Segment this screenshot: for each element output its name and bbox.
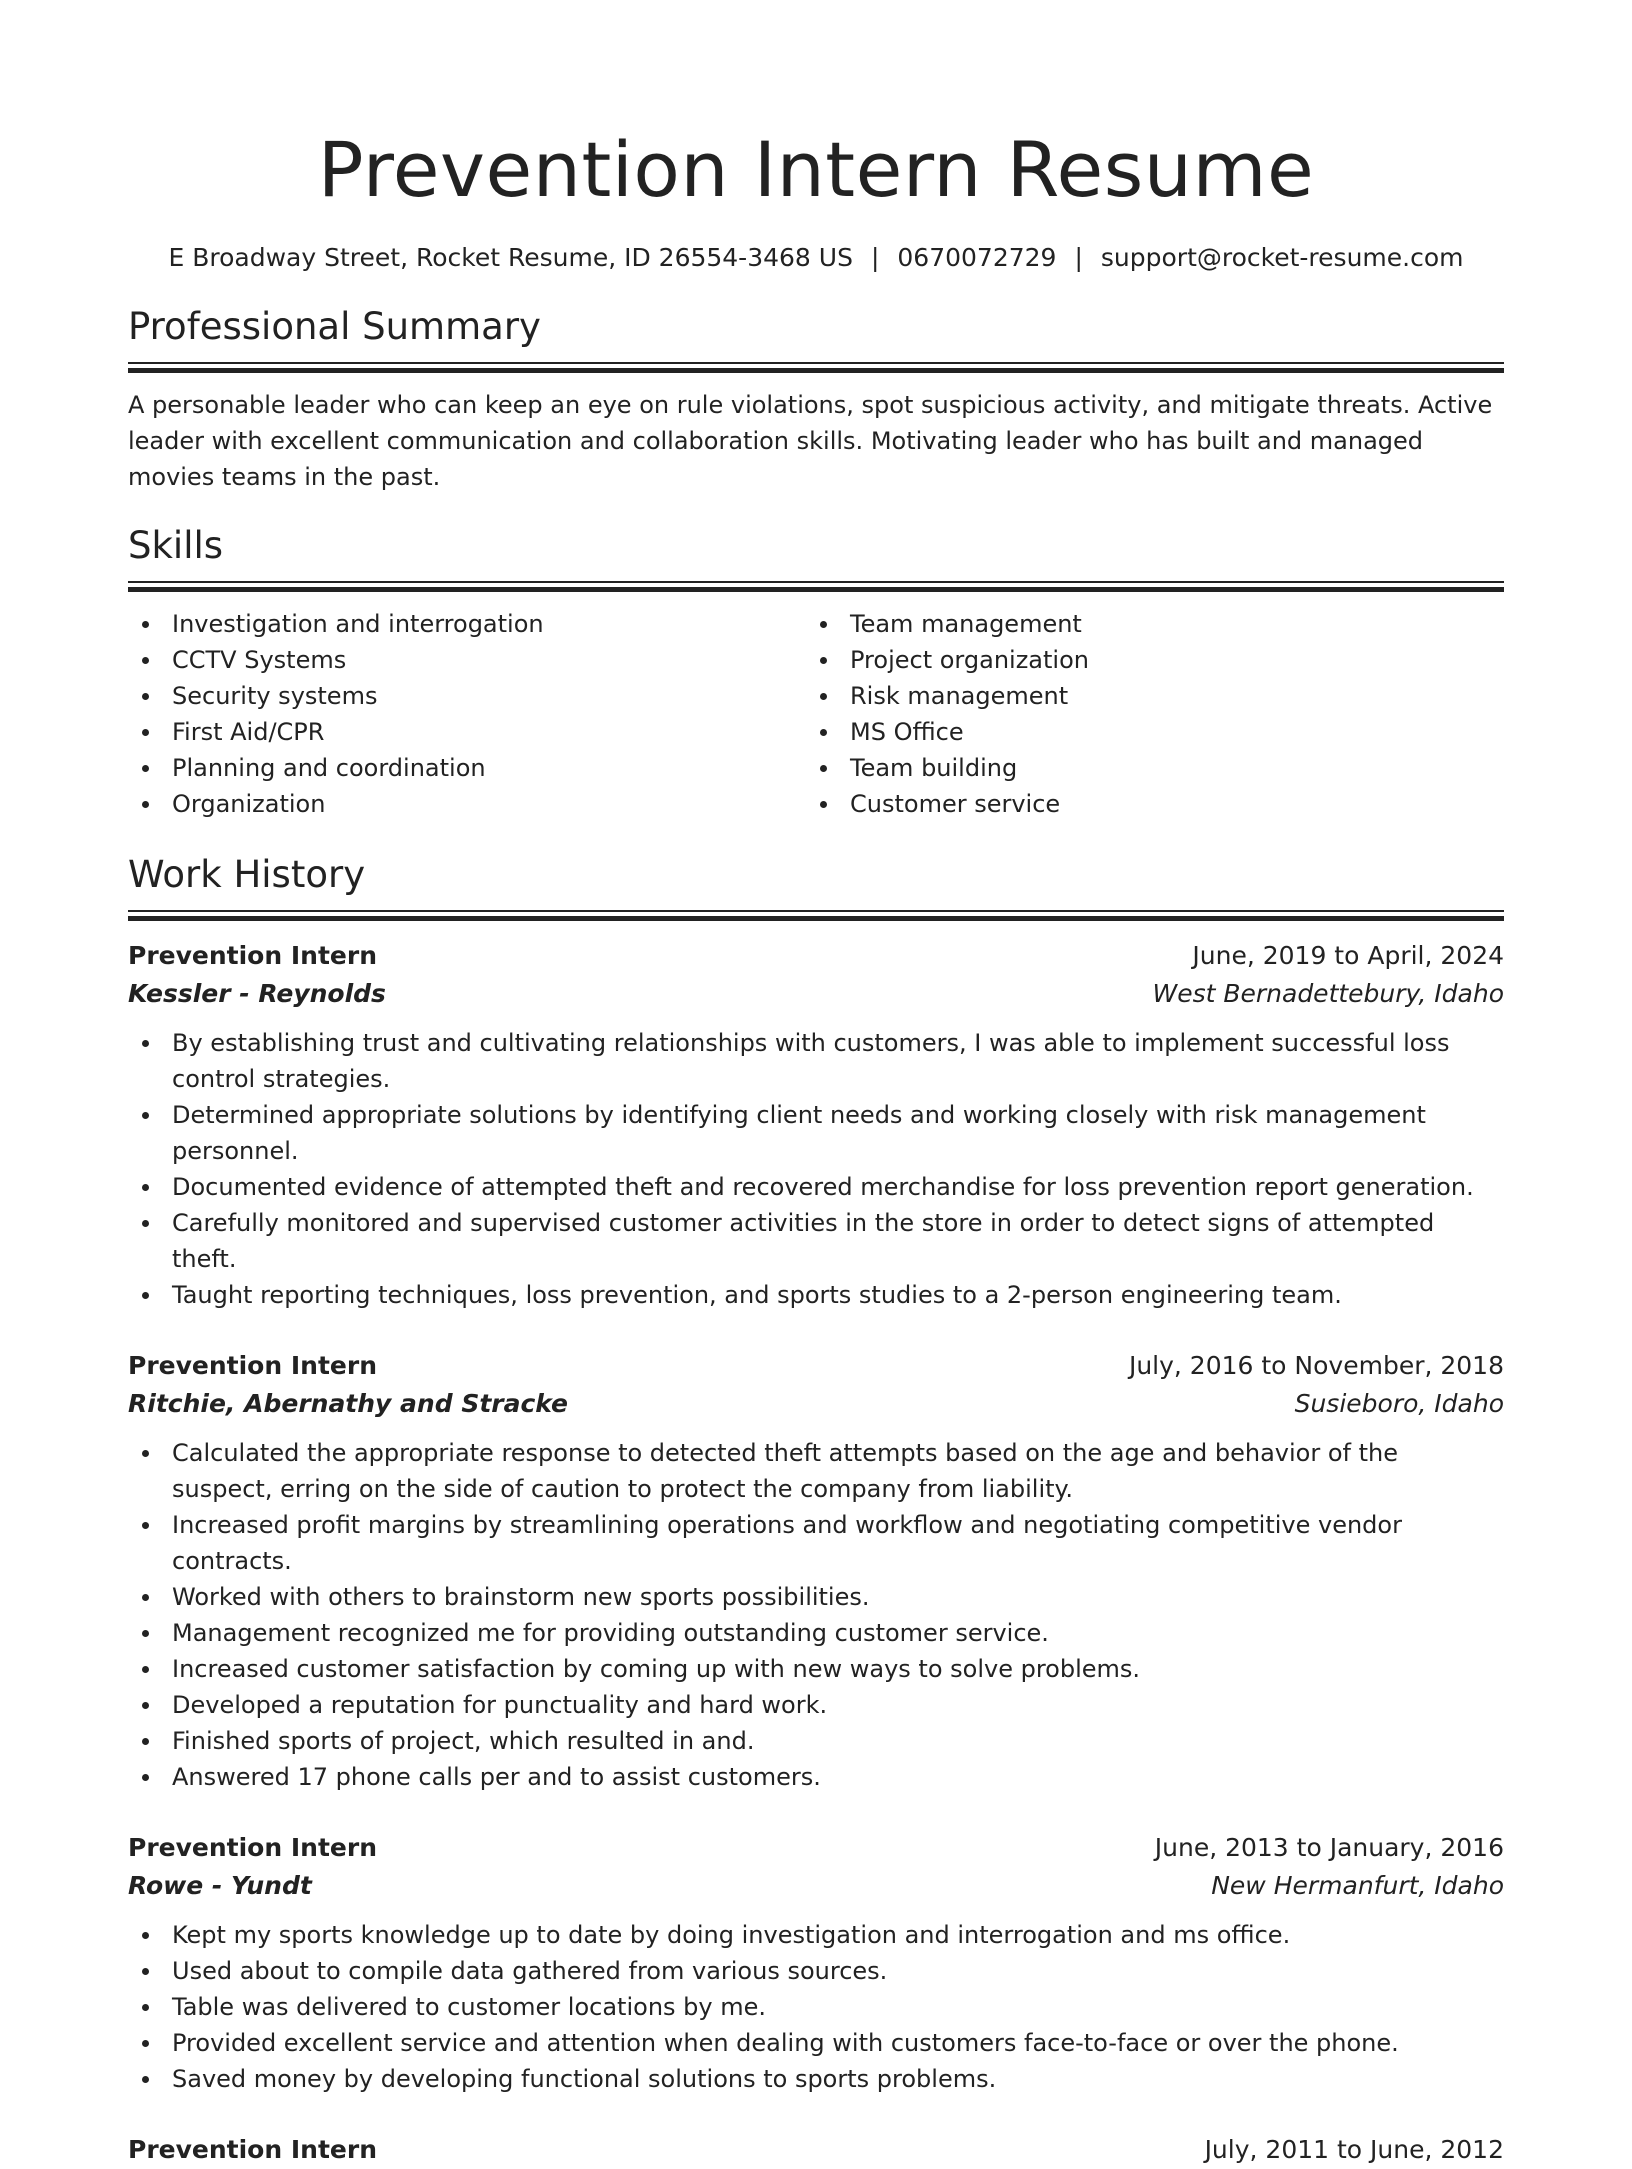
job-bullet: Taught reporting techniques, loss prevention, and sports studies to a 2-person engineering team. (128, 1277, 1504, 1313)
job-bullet-list (128, 1025, 1504, 1313)
job-entry (128, 2131, 1504, 2169)
skill-item: Planning and coordination (128, 750, 806, 786)
job-bullet: Management recognized me for providing outstanding customer service. (128, 1615, 1504, 1651)
job-bullet: Table was delivered to customer locations by me. (128, 1989, 1504, 2025)
skill-item: MS Office (806, 714, 1484, 750)
job-bullet: Increased profit margins by streamlining operations and workflow and negotiating competitive vendor contracts. (128, 1507, 1504, 1579)
skill-item: Team building (806, 750, 1484, 786)
job-bullet: Kept my sports knowledge up to date by doing investigation and interrogation and ms office. (128, 1917, 1504, 1953)
section-divider (128, 910, 1504, 921)
job-bullet: Documented evidence of attempted theft and recovered merchandise for loss prevention report generation. (128, 1169, 1504, 1205)
job-bullet-list (128, 1435, 1504, 1795)
skill-item: Customer service (806, 786, 1484, 822)
skills-column-left (128, 606, 806, 822)
skill-item: Organization (128, 786, 806, 822)
job-dates: July, 2011 to June, 2012 (1204, 2135, 1504, 2164)
job-bullet: Carefully monitored and supervised customer activities in the store in order to detect signs of attempted theft. (128, 1205, 1504, 1277)
company-name: Rowe - Yundt (128, 1871, 312, 1900)
company-name: Ritchie, Abernathy and Stracke (128, 1389, 568, 1418)
contact-separator: | (870, 243, 880, 272)
job-dates: July, 2016 to November, 2018 (1128, 1351, 1504, 1380)
job-title: Prevention Intern (128, 2135, 377, 2164)
job-company-row (128, 1867, 1504, 1905)
skill-item: Risk management (806, 678, 1484, 714)
summary-text: A personable leader who can keep an eye on rule violations, spot suspicious activity, and mitigate threats. Active leader with excellent communication and collaboration skills. Motivating leader who has built and managed movies teams in the past. (128, 391, 1493, 491)
job-bullet: Saved money by developing functional solutions to sports problems. (128, 2061, 1504, 2097)
skill-item: Security systems (128, 678, 806, 714)
contact-address: E Broadway Street, Rocket Resume, ID 26554-3468 US (168, 243, 853, 272)
contact-line (128, 242, 1504, 274)
section-divider (128, 581, 1504, 592)
company-name: Kessler - Reynolds (128, 979, 386, 1008)
job-company-row (128, 1385, 1504, 1423)
job-entry (128, 1347, 1504, 1795)
contact-separator: | (1074, 243, 1083, 272)
job-dates: June, 2019 to April, 2024 (1192, 941, 1504, 970)
contact-email: support@rocket-resume.com (1100, 243, 1464, 272)
job-bullet: Provided excellent service and attention when dealing with customers face-to-face or over the phone. (128, 2025, 1504, 2061)
skill-item: CCTV Systems (128, 642, 806, 678)
job-bullet: Finished sports of project, which resulted in and. (128, 1723, 1504, 1759)
job-entry (128, 1829, 1504, 2097)
contact-phone: 0670072729 (897, 243, 1057, 272)
job-bullet: Increased customer satisfaction by coming up with new ways to solve problems. (128, 1651, 1504, 1687)
job-header-row (128, 1347, 1504, 1385)
skill-item: Project organization (806, 642, 1484, 678)
skills-list (128, 606, 1504, 822)
job-bullet: Developed a reputation for punctuality and hard work. (128, 1687, 1504, 1723)
job-location: Susieboro, Idaho (1294, 1389, 1504, 1418)
skill-item: Investigation and interrogation (128, 606, 806, 642)
job-bullet: Worked with others to brainstorm new sports possibilities. (128, 1579, 1504, 1615)
job-entry (128, 937, 1504, 1313)
resume-title: Prevention Intern Resume (317, 125, 1315, 214)
work-history-list (128, 937, 1504, 2169)
job-bullet: Calculated the appropriate response to detected theft attempts based on the age and behavior of the suspect, erring on the side of caution to protect the company from liability. (128, 1435, 1504, 1507)
job-dates: June, 2013 to January, 2016 (1154, 1833, 1504, 1862)
section-heading-skills: Skills (128, 524, 224, 567)
job-company-row (128, 975, 1504, 1013)
job-header-row (128, 2131, 1504, 2169)
job-location: New Hermanfurt, Idaho (1211, 1871, 1504, 1900)
job-bullet: Answered 17 phone calls per and to assist customers. (128, 1759, 1504, 1795)
job-bullet: By establishing trust and cultivating relationships with customers, I was able to implement successful loss control strategies. (128, 1025, 1504, 1097)
resume-page (128, 0, 1504, 2169)
skill-item: First Aid/CPR (128, 714, 806, 750)
section-divider (128, 362, 1504, 373)
job-location: West Bernadettebury, Idaho (1152, 979, 1504, 1008)
job-header-row (128, 1829, 1504, 1867)
section-heading-summary: Professional Summary (128, 305, 541, 348)
skills-column-right (806, 606, 1484, 822)
job-title: Prevention Intern (128, 1351, 377, 1380)
job-title: Prevention Intern (128, 941, 377, 970)
job-bullet: Determined appropriate solutions by identifying client needs and working closely with risk management personnel. (128, 1097, 1504, 1169)
job-title: Prevention Intern (128, 1833, 377, 1862)
section-heading-work-history: Work History (128, 853, 366, 896)
job-header-row (128, 937, 1504, 975)
job-bullet: Used about to compile data gathered from various sources. (128, 1953, 1504, 1989)
skill-item: Team management (806, 606, 1484, 642)
job-bullet-list (128, 1917, 1504, 2097)
